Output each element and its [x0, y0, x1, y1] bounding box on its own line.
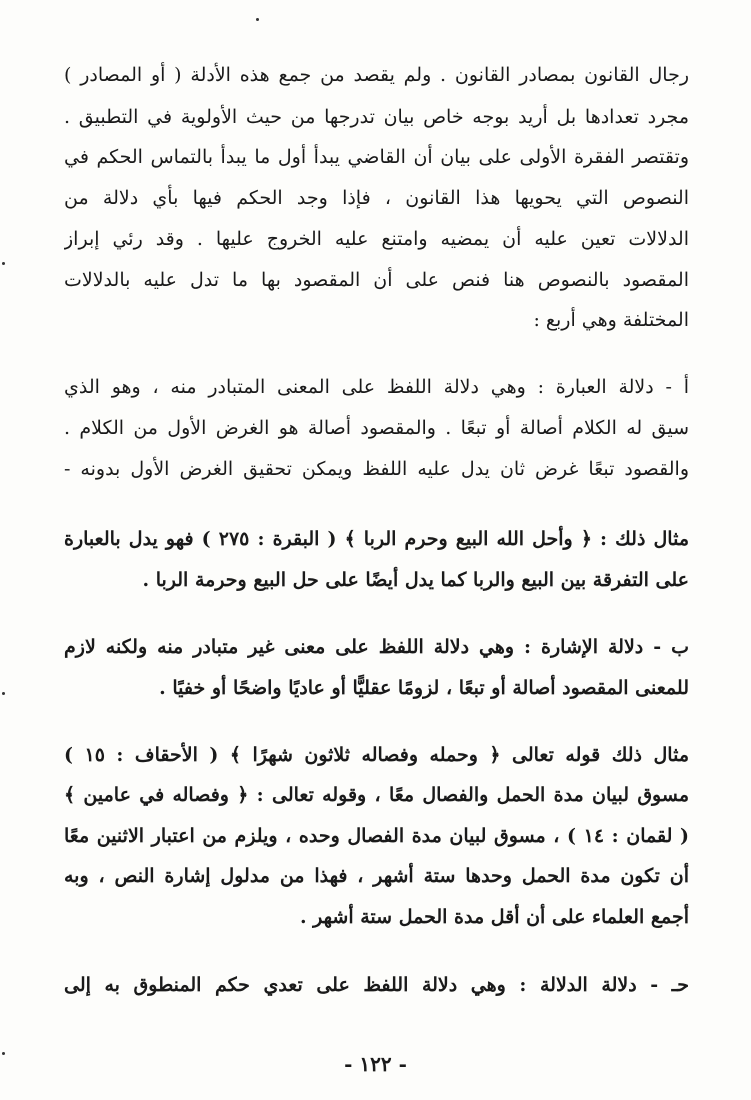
text-line-8: أ - دلالة العبارة : وهي دلالة اللفظ على المعنى المتبادر منه ، وهو الذي	[64, 376, 689, 398]
scan-speck	[2, 262, 5, 265]
page-number: - ١٢٢ -	[344, 1052, 407, 1076]
text-line-7: المختلفة وهي أربع :	[533, 309, 689, 331]
text-line-13: ب - دلالة الإشارة : وهي دلالة اللفظ على معنى غير متبادر منه ولكنه لازم	[64, 636, 689, 658]
scan-speck	[2, 1052, 5, 1055]
scan-speck	[256, 18, 259, 21]
text-line-9: سيق له الكلام أصالة أو تبعًا . والمقصود أصالة هو الغرض الأول من الكلام .	[64, 417, 689, 439]
text-line-6: المقصود بالنصوص هنا فنص على أن المقصود بها ما تدل عليه بالدلالات	[64, 269, 689, 291]
text-line-16: مسوق لبيان مدة الحمل والفصال معًا ، وقوله تعالى : ﴿ وفصاله في عامين ﴾	[64, 784, 689, 806]
text-line-18: أن تكون مدة الحمل وحدها ستة أشهر ، فهذا من مدلول إشارة النص ، وبه	[64, 865, 689, 887]
text-line-14: للمعنى المقصود أصالة أو تبعًا ، لزومًا عقليًّا أو عاديًا واضحًا أو خفيًا .	[159, 677, 689, 699]
scan-speck	[2, 692, 5, 695]
text-line-5: الدلالات تعين عليه أن يمضيه وامتنع عليه الخروج عليها . وقد رئي إبراز	[64, 228, 689, 250]
text-line-1: رجال القانون بمصادر القانون . ولم يقصد من جمع هذه الأدلة ( أو المصادر )	[64, 64, 689, 86]
text-line-15: مثال ذلك قوله تعالى ﴿ وحمله وفصاله ثلاثون شهرًا ﴾ ( الأحقاف : ١٥ )	[64, 744, 689, 766]
text-line-2: مجرد تعدادها بل أريد بوجه خاص بيان تدرجها من حيث الأولوية في التطبيق .	[64, 106, 689, 128]
text-line-12: على التفرقة بين البيع والربا كما يدل أيضًا على حل البيع وحرمة الربا .	[142, 569, 689, 591]
text-line-3: وتقتصر الفقرة الأولى على بيان أن القاضي يبدأ أول ما يبدأ بالتماس الحكم في	[64, 146, 689, 168]
text-line-17: ( لقمان : ١٤ ) ، مسوق لبيان مدة الفصال وحده ، ويلزم من اعتبار الاثنين معًا	[64, 825, 689, 847]
text-line-20: حـ - دلالة الدلالة : وهي دلالة اللفظ على تعدي حكم المنطوق به إلى	[64, 974, 689, 996]
text-line-10: والقصود تبعًا غرض ثان يدل عليه اللفظ ويمكن تحقيق الغرض الأول بدونه -	[64, 458, 689, 480]
text-line-4: النصوص التي يحويها هذا القانون ، فإذا وجد الحكم فيها بأي دلالة من	[64, 187, 689, 209]
text-line-19: أجمع العلماء على أن أقل مدة الحمل ستة أشهر .	[299, 906, 689, 928]
text-line-11: مثال ذلك : ﴿ وأحل الله البيع وحرم الربا ﴾ ( البقرة : ٢٧٥ ) فهو يدل بالعبارة	[64, 528, 689, 550]
